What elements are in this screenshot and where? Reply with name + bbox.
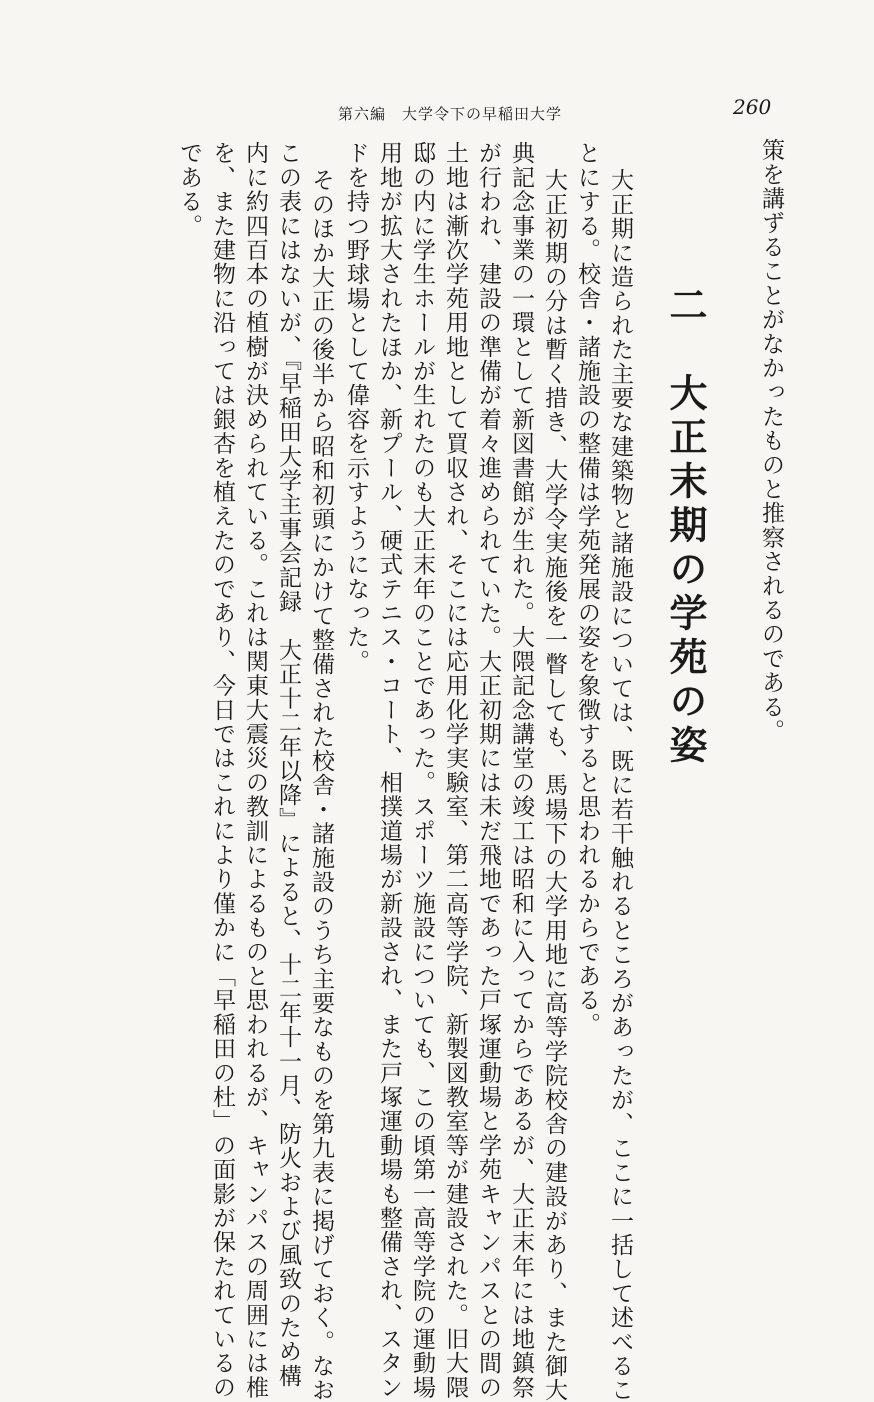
text-line: この表にはないが、『早稲田大学主事会記録 大正十二年以降』によると、十二年十一月、防火および風致のため構 <box>275 141 301 1388</box>
section-heading: 二 大正末期の学苑の姿 <box>663 285 708 769</box>
text-line: 用地が拡大されたほか、新プール、硬式テニス・コート、相撲道場が新設され、また戸塚運動場も整備され、スタン <box>376 141 402 1400</box>
text-line: 大正初期の分は暫く措き、大学令実施後を一瞥しても、馬場下の大学用地に高等学院校舎の建設があり、また御大 <box>541 168 567 1402</box>
text-line: 内に約四百本の植樹が決められている。これは関東大震災の教訓によるものと思われるが、キャンパスの周囲には椎 <box>242 141 268 1400</box>
text-line: 邸の内に学生ホールが生れたのも大正末年のことであった。スポーツ施設についても、この頃第一高等学院の運動場 <box>409 141 435 1400</box>
text-line: ドを持つ野球場として偉容を示すようになった。 <box>343 141 369 674</box>
text-line: である。 <box>176 141 202 238</box>
text-line: 典記念事業の一環として新図書館が生れた。大隈記念講堂の竣工は昭和に入ってからであるが、大正末年には地鎮祭 <box>508 141 534 1400</box>
page-number: 260 <box>733 95 772 119</box>
text-line: 策を講ずることがなかったものと推察されるのである。 <box>758 138 784 743</box>
text-line: を、また建物に沿っては銀杏を植えたのであり、今日ではこれにより僅かに「早稲田の杜」の面影が保たれているの <box>209 141 235 1400</box>
text-line: とにする。校舎・諸施設の整備は学苑発展の姿を象徴すると思われるからである。 <box>574 141 600 1037</box>
text-line: 土地は漸次学苑用地として買収され、そこには応用化学実験室、第二高等学院、新製図教室等が建設された。旧大隈 <box>442 141 468 1400</box>
running-head: 第六編 大学令下の早稲田大学 <box>338 105 563 123</box>
text-line: 大正期に造られた主要な建築物と諸施設については、既に若干触れるところがあったが、ここに一括して述べるこ <box>607 168 633 1402</box>
text-line: が行われ、建設の準備が着々進められていた。大正初期には未だ飛地であった戸塚運動場と学苑キャンパスとの間の <box>475 141 501 1400</box>
text-line: そのほか大正の後半から昭和初頭にかけて整備された校舎・諸施設のうち主要なものを第九表に掲げておく。なお <box>308 168 334 1402</box>
